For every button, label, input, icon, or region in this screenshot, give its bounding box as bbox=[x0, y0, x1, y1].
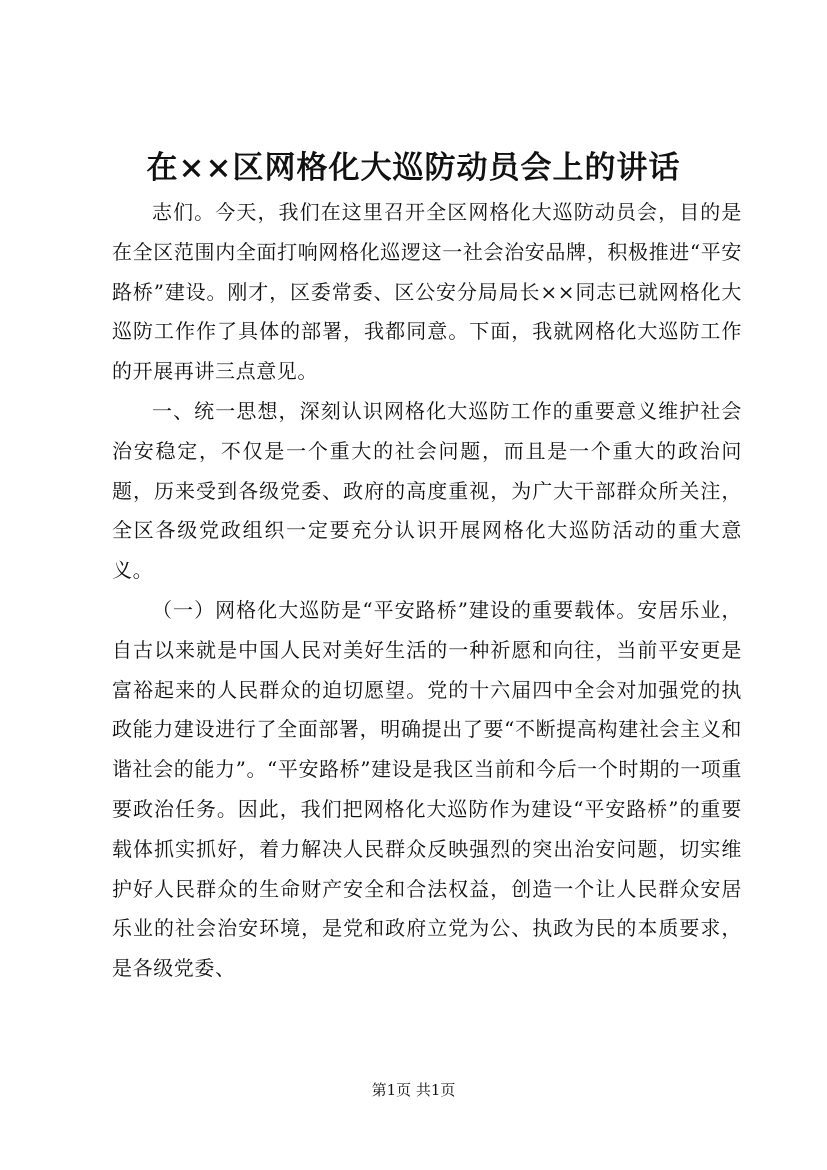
paragraph-opening: 志们。今天，我们在这里召开全区网格化大巡防动员会，目的是在全区范围内全面打响网格化巡逻这一社会治安品牌，积极推进“平安路桥”建设。刚才，区委常委、区公安分局局长××同志已就网格化大巡防工作作了具体的部署，我都同意。下面，我就网格化大巡防工作的开展再讲三点意见。 bbox=[112, 200, 742, 384]
document-title: 在××区网格化大巡防动员会上的讲话 bbox=[146, 150, 681, 186]
page-number-footer: 第1页 共1页 bbox=[371, 1081, 456, 1099]
paragraph-subsection-one: （一）网格化大巡防是“平安路桥”建设的重要载体。安居乐业，自古以来就是中国人民对美好生活的一种祈愿和向往，当前平安更是富裕起来的人民群众的迫切愿望。党的十六届四中全会对加强党的执政能力建设进行了全面部署，明确提出了要“不断提高构建社会主义和谐社会的能力”。“平安路桥”建设是我区当前和今后一个时期的一项重要政治任务。因此，我们把网格化大巡防作为建设“平安路桥”的重要载体抓实抓好，着力解决人民群众反映强烈的突出治安问题，切实维护好人民群众的生命财产安全和合法权益，创造一个让人民群众安居乐业的社会治安环境，是党和政府立党为公、执政为民的本质要求，是各级党委、 bbox=[112, 597, 742, 981]
paragraph-section-one: 一、统一思想，深刻认识网格化大巡防工作的重要意义维护社会治安稳定，不仅是一个重大的社会问题，而且是一个重大的政治问题，历来受到各级党委、政府的高度重视，为广大干部群众所关注，全区各级党政组织一定要充分认识开展网格化大巡防活动的重大意义。 bbox=[112, 398, 742, 583]
document-body bbox=[112, 193, 742, 989]
